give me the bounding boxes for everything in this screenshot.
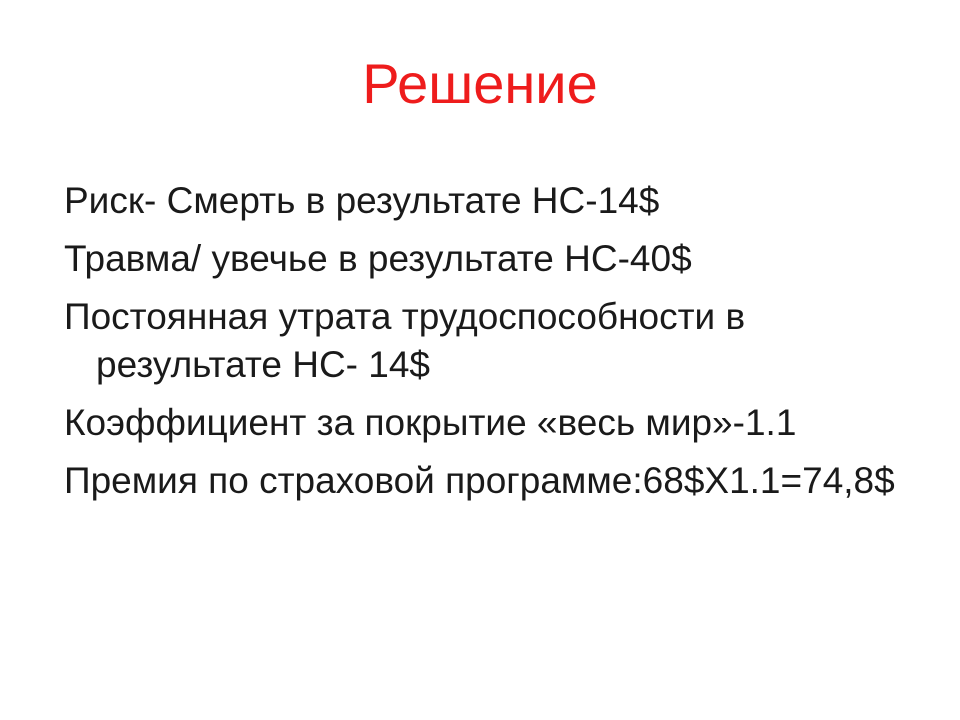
list-item-disability: Постоянная утрата трудоспособности в результате НС- 14$ — [64, 296, 746, 385]
list-item-premium: Премия по страховой программе:68$X1.1=74,8$ — [64, 460, 895, 501]
list-item-injury: Травма/ увечье в результате НС-40$ — [64, 238, 692, 279]
list-item-worldwide-coefficient: Коэффициент за покрытие «весь мир»-1.1 — [64, 402, 797, 443]
list-item-death-risk: Риск- Смерть в результате НС-14$ — [64, 180, 660, 221]
slide-title: Решение — [362, 52, 598, 115]
content-list — [64, 177, 924, 515]
